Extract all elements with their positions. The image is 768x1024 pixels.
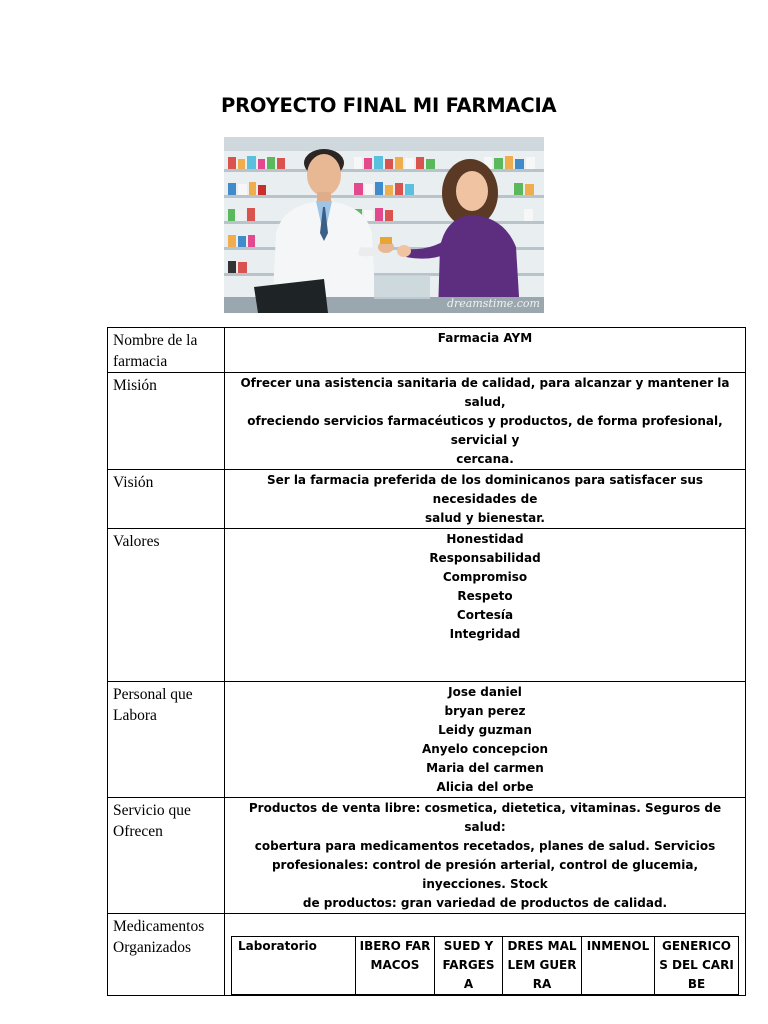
laboratorios-header-row xyxy=(232,937,739,995)
value-line: cobertura para medicamentos recetados, planes de salud. Servicios xyxy=(254,839,716,853)
table-cell: INMENOL xyxy=(582,937,655,995)
page-title: PROYECTO FINAL MI FARMACIA xyxy=(221,94,557,117)
table-cell: DRES MALLEM GUERRA xyxy=(503,937,582,995)
table-row-mision xyxy=(108,373,746,470)
value-line: de productos: gran variedad de productos de calidad. xyxy=(302,896,668,910)
pharmacy-photo xyxy=(224,137,544,313)
value-line: Ser la farmacia preferida de los dominicanos para satisfacer sus necesidades de xyxy=(266,473,704,506)
row-value xyxy=(225,914,746,996)
value-line: bryan perez xyxy=(444,704,526,718)
table-row-valores xyxy=(108,529,746,682)
table-row-vision xyxy=(108,470,746,529)
value-line: Integridad xyxy=(449,627,521,641)
image-watermark: dreamstime.com xyxy=(446,297,540,310)
row-value xyxy=(225,798,746,914)
value-line: Anyelo concepcion xyxy=(421,742,549,756)
value-line: salud y bienestar. xyxy=(425,511,545,525)
value-line: Honestidad xyxy=(446,532,524,546)
value-line: Productos de venta libre: cosmetica, dietetica, vitaminas. Seguros de salud: xyxy=(248,801,722,834)
laboratorios-table xyxy=(231,936,739,995)
row-value xyxy=(225,529,746,682)
table-row-personal xyxy=(108,682,746,798)
value-line: Alicia del orbe xyxy=(436,780,534,794)
value-line: Maria del carmen xyxy=(426,761,544,775)
row-label: Misión xyxy=(108,373,225,470)
table-row-medicamentos xyxy=(108,914,746,996)
row-label: Nombre de la farmacia xyxy=(108,328,225,373)
value-line: Jose daniel xyxy=(448,685,522,699)
pharmacy-photo-illustration xyxy=(224,137,544,313)
table-row-nombre xyxy=(108,328,746,373)
row-label: Valores xyxy=(108,529,225,682)
table-cell: Laboratorio xyxy=(232,937,356,995)
value-line: ofreciendo servicios farmacéuticos y productos, de forma profesional, servicial y xyxy=(247,414,723,447)
row-label: Personal que Labora xyxy=(108,682,225,798)
table-row-servicio xyxy=(108,798,746,914)
row-value xyxy=(225,470,746,529)
value-line: cercana. xyxy=(456,452,514,466)
pharmacy-info-table xyxy=(107,327,746,996)
row-label: Servicio que Ofrecen xyxy=(108,798,225,914)
value-line: Leidy guzman xyxy=(438,723,532,737)
row-label: Medicamentos Organizados xyxy=(108,914,225,996)
row-value xyxy=(225,373,746,470)
row-label: Visión xyxy=(108,470,225,529)
value-line: Respeto xyxy=(457,589,513,603)
value-line: Cortesía xyxy=(456,608,514,622)
table-cell: GENERICOS DEL CARIBE xyxy=(655,937,739,995)
row-value xyxy=(225,328,746,373)
value-line: Compromiso xyxy=(442,570,528,584)
table-cell: IBERO FARMACOS xyxy=(356,937,435,995)
value-line: Farmacia AYM xyxy=(437,331,533,345)
table-cell: SUED Y FARGESA xyxy=(435,937,503,995)
value-line: Responsabilidad xyxy=(429,551,541,565)
value-line: Ofrecer una asistencia sanitaria de calidad, para alcanzar y mantener la salud, xyxy=(240,376,730,409)
row-value xyxy=(225,682,746,798)
value-line: profesionales: control de presión arterial, control de glucemia, inyecciones. Stock xyxy=(271,858,699,891)
